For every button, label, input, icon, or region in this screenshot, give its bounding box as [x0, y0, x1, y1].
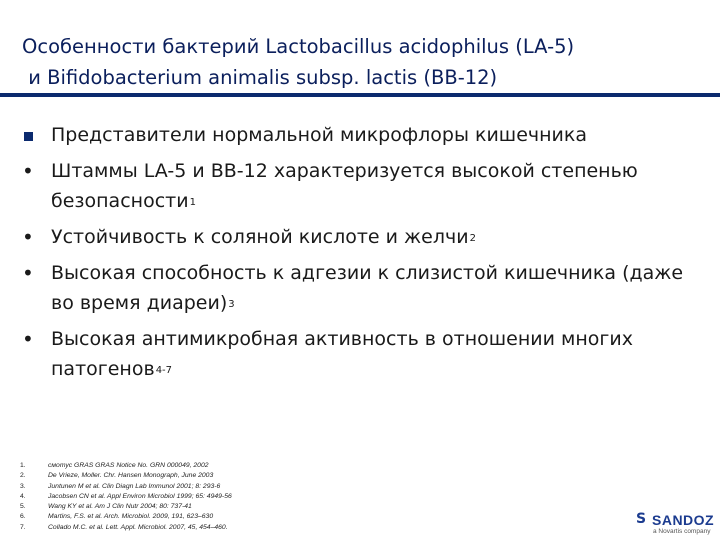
slide-title [22, 31, 702, 93]
dot-bullet-icon: • [22, 159, 34, 183]
footnote-ref: 1 [189, 197, 196, 208]
reference-item [20, 471, 540, 481]
reference-text: смотус GRAS GRAS Notice No. GRN 000049, 2002 [48, 462, 209, 469]
footnote-ref: 2 [469, 233, 476, 244]
bullet-text: Высокая способность к адгезии к слизистой кишечника (даже во время диареи) [51, 262, 684, 314]
footnote-ref: 3 [228, 299, 235, 310]
bullet-item [22, 324, 702, 384]
reference-text: Wang KY et al. Am J Clin Nutr 2004; 80: 737-41 [48, 503, 192, 511]
reference-number: 3. [20, 482, 26, 490]
reference-number: 7. [20, 523, 26, 531]
logo-tagline: a Novartis company [653, 528, 711, 535]
sandoz-mark-icon: S [636, 511, 647, 527]
reference-number: 2. [20, 472, 26, 480]
reference-list [20, 461, 540, 533]
reference-item [20, 502, 540, 512]
bullet-item [22, 222, 702, 252]
reference-number: 5. [20, 503, 26, 511]
dot-bullet-icon: • [22, 261, 34, 285]
reference-number: 1. [20, 462, 26, 469]
reference-text: Juntunen M et al. Clin Diagn Lab Immunol 2001; 8: 293-6 [48, 482, 221, 490]
reference-number: 4. [20, 492, 26, 500]
reference-item [20, 523, 540, 533]
bullet-item [22, 120, 702, 150]
reference-item [20, 512, 540, 522]
logo-wordmark: SANDOZ [652, 512, 715, 528]
square-bullet-icon [22, 120, 42, 150]
reference-text: De Vrieze, Moller. Chr. Hansen Monograph, June 2003 [48, 472, 214, 480]
dot-bullet-icon: • [22, 327, 34, 351]
bullet-text: Устойчивость к соляной кислоте и желчи [51, 226, 469, 248]
reference-item [20, 461, 540, 471]
title-line-2: и Bifidobacterium animalis subsp. lactis (BB-12) [22, 66, 498, 90]
footnote-ref: 4-7 [155, 365, 173, 376]
bullet-list [22, 120, 702, 390]
sandoz-logo [624, 508, 714, 536]
bullet-text: Штаммы LA-5 и BB-12 характеризуется высокой степенью безопасности [51, 160, 638, 212]
bullet-item [22, 258, 702, 318]
reference-text: Martins, F.S. et al. Arch. Microbiol. 2009, 191, 623–630 [48, 513, 214, 521]
bullet-text: Высокая антимикробная активность в отношении многих патогенов [51, 328, 633, 380]
reference-text: Collado M.C. et al. Lett. Appl. Microbiol. 2007, 45, 454–460. [48, 523, 228, 531]
reference-item [20, 492, 540, 502]
reference-item [20, 482, 540, 492]
bullet-text: Представители нормальной микрофлоры кишечника [51, 124, 587, 146]
reference-text: Jacobsen CN et al. Appl Environ Microbiol 1999; 65: 4949-56 [48, 492, 232, 500]
dot-bullet-icon: • [22, 225, 34, 249]
title-line-1: Особенности бактерий Lactobacillus acidophilus (LA-5) [22, 35, 575, 59]
bullet-item [22, 156, 702, 216]
title-divider [0, 93, 720, 97]
reference-number: 6. [20, 513, 26, 521]
